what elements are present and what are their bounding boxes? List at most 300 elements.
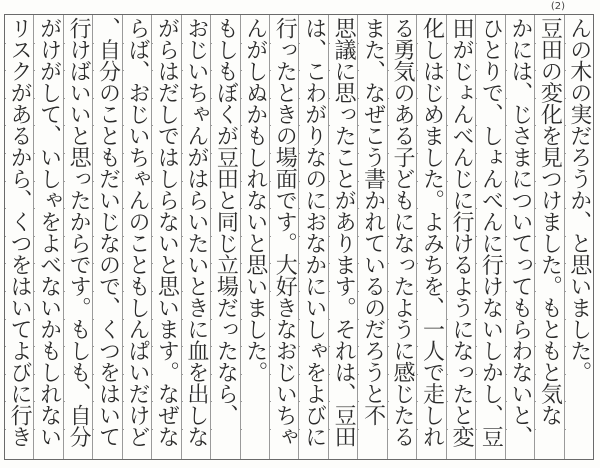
column-text: おじいちゃんがはらいたいときに血を出しな [183, 17, 209, 447]
grid-tick [328, 401, 330, 402]
grid-tick [446, 346, 448, 347]
grid-tick [416, 401, 418, 402]
grid-tick [505, 263, 507, 264]
grid-tick [181, 429, 183, 430]
grid-tick [181, 346, 183, 347]
grid-tick [63, 319, 65, 320]
grid-tick [505, 153, 507, 154]
grid-tick [416, 153, 418, 154]
page-number: (2) [550, 1, 566, 12]
grid-tick [122, 125, 124, 126]
grid-tick [357, 153, 359, 154]
grid-tick [5, 236, 6, 237]
grid-tick [122, 70, 124, 71]
grid-tick [416, 236, 418, 237]
grid-tick [181, 70, 183, 71]
grid-tick [151, 181, 153, 182]
grid-tick [151, 208, 153, 209]
grid-tick [63, 125, 65, 126]
grid-tick [416, 374, 418, 375]
grid-tick [33, 98, 35, 99]
grid-tick [387, 374, 389, 375]
grid-tick [151, 263, 153, 264]
grid-tick [564, 319, 566, 320]
grid-tick [5, 401, 6, 402]
grid-tick [416, 98, 418, 99]
grid-tick [269, 401, 271, 402]
grid-tick [92, 98, 94, 99]
grid-tick [181, 153, 183, 154]
grid-tick [564, 43, 566, 44]
grid-tick [534, 153, 536, 154]
grid-tick [92, 346, 94, 347]
grid-tick [5, 374, 6, 375]
grid-tick [505, 401, 507, 402]
grid-tick [387, 208, 389, 209]
grid-tick [534, 208, 536, 209]
grid-tick [475, 153, 477, 154]
grid-tick [446, 291, 448, 292]
grid-tick [269, 208, 271, 209]
grid-tick [151, 401, 153, 402]
grid-tick [475, 125, 477, 126]
grid-tick [328, 429, 330, 430]
grid-tick [505, 319, 507, 320]
grid-tick [240, 374, 242, 375]
grid-tick [269, 263, 271, 264]
grid-tick [269, 291, 271, 292]
grid-tick [387, 70, 389, 71]
grid-tick [416, 291, 418, 292]
grid-tick [298, 374, 300, 375]
grid-tick [505, 181, 507, 182]
grid-tick [210, 125, 212, 126]
grid-tick [534, 319, 536, 320]
grid-tick [5, 346, 6, 347]
grid-tick [210, 208, 212, 209]
grid-tick [416, 181, 418, 182]
grid-tick [5, 125, 6, 126]
grid-tick [122, 236, 124, 237]
grid-tick [564, 208, 566, 209]
grid-tick [92, 429, 94, 430]
column-text: がらはだしではしらないと思います。なぜな [154, 17, 180, 447]
grid-tick [298, 319, 300, 320]
grid-tick [298, 346, 300, 347]
grid-tick [298, 125, 300, 126]
grid-tick [328, 70, 330, 71]
grid-tick [63, 401, 65, 402]
grid-tick [357, 70, 359, 71]
column-text: 豆田の変化を見つけました。もともと気な [537, 17, 563, 426]
grid-tick [475, 374, 477, 375]
grid-tick [92, 125, 94, 126]
grid-tick [446, 319, 448, 320]
grid-tick [122, 208, 124, 209]
text-column [446, 15, 475, 459]
text-column [181, 15, 210, 459]
grid-tick [33, 236, 35, 237]
grid-tick [92, 319, 94, 320]
grid-tick [564, 346, 566, 347]
grid-tick [357, 346, 359, 347]
grid-tick [564, 429, 566, 430]
grid-tick [505, 98, 507, 99]
text-column [298, 15, 327, 459]
grid-tick [269, 98, 271, 99]
grid-tick [92, 263, 94, 264]
text-column [505, 15, 534, 459]
grid-tick [387, 236, 389, 237]
grid-tick [328, 153, 330, 154]
grid-tick [181, 236, 183, 237]
grid-tick [63, 153, 65, 154]
grid-tick [181, 374, 183, 375]
column-text: 化しはじめました。よみちを、一人で走しれ [419, 17, 445, 447]
grid-tick [416, 346, 418, 347]
grid-tick [505, 208, 507, 209]
grid-tick [240, 70, 242, 71]
grid-tick [33, 319, 35, 320]
column-text: また、なぜこう書かれているのだろうと不 [360, 17, 386, 426]
grid-tick [151, 346, 153, 347]
grid-tick [5, 181, 6, 182]
grid-tick [534, 98, 536, 99]
grid-tick [210, 236, 212, 237]
grid-tick [5, 208, 6, 209]
grid-tick [328, 263, 330, 264]
grid-tick [564, 181, 566, 182]
grid-tick [475, 429, 477, 430]
grid-tick [298, 291, 300, 292]
grid-tick [357, 374, 359, 375]
grid-tick [446, 153, 448, 154]
grid-tick [505, 125, 507, 126]
grid-tick [151, 98, 153, 99]
grid-tick [33, 429, 35, 430]
grid-tick [328, 319, 330, 320]
text-column [210, 15, 239, 459]
text-column [269, 15, 298, 459]
grid-tick [298, 181, 300, 182]
grid-tick [298, 98, 300, 99]
grid-tick [357, 291, 359, 292]
grid-tick [475, 70, 477, 71]
grid-tick [33, 125, 35, 126]
grid-tick [63, 263, 65, 264]
grid-tick [181, 401, 183, 402]
grid-tick [240, 319, 242, 320]
grid-tick [269, 319, 271, 320]
grid-tick [534, 125, 536, 126]
grid-tick [446, 401, 448, 402]
grid-tick [416, 208, 418, 209]
grid-tick [475, 263, 477, 264]
text-column [92, 15, 121, 459]
grid-tick [387, 346, 389, 347]
text-column [357, 15, 386, 459]
grid-tick [475, 401, 477, 402]
grid-tick [269, 181, 271, 182]
grid-tick [328, 208, 330, 209]
grid-tick [357, 43, 359, 44]
text-column [416, 15, 445, 459]
grid-tick [505, 43, 507, 44]
grid-tick [475, 181, 477, 182]
grid-tick [63, 208, 65, 209]
grid-tick [269, 374, 271, 375]
grid-tick [5, 43, 6, 44]
grid-tick [298, 153, 300, 154]
grid-tick [475, 236, 477, 237]
grid-tick [181, 319, 183, 320]
grid-tick [328, 236, 330, 237]
grid-tick [446, 98, 448, 99]
grid-tick [505, 70, 507, 71]
grid-tick [33, 153, 35, 154]
grid-tick [416, 125, 418, 126]
column-text: は、こわがりなのにおなかにいしゃをよびに [301, 17, 327, 447]
grid-tick [5, 291, 6, 292]
grid-tick [122, 429, 124, 430]
grid-tick [92, 236, 94, 237]
grid-tick [298, 236, 300, 237]
grid-tick [475, 291, 477, 292]
grid-tick [416, 43, 418, 44]
text-columns [5, 15, 593, 459]
grid-tick [387, 263, 389, 264]
grid-tick [33, 374, 35, 375]
grid-tick [387, 153, 389, 154]
grid-tick [298, 263, 300, 264]
grid-tick [564, 125, 566, 126]
text-column [328, 15, 357, 459]
grid-tick [210, 181, 212, 182]
grid-tick [328, 346, 330, 347]
grid-tick [505, 429, 507, 430]
genkou-grid-frame [4, 14, 594, 460]
grid-tick [387, 181, 389, 182]
grid-tick [151, 319, 153, 320]
grid-tick [269, 125, 271, 126]
column-text: 行ったときの場面です。大好きなおじいちゃ [272, 17, 298, 447]
grid-tick [357, 429, 359, 430]
grid-tick [446, 263, 448, 264]
grid-tick [240, 263, 242, 264]
grid-tick [240, 98, 242, 99]
grid-tick [357, 181, 359, 182]
column-text: かには、じさまについてってもらわないと、 [507, 17, 533, 447]
grid-tick [181, 263, 183, 264]
grid-tick [33, 208, 35, 209]
grid-tick [534, 401, 536, 402]
grid-tick [387, 429, 389, 430]
grid-tick [564, 263, 566, 264]
grid-tick [475, 98, 477, 99]
grid-tick [33, 401, 35, 402]
grid-tick [357, 125, 359, 126]
grid-tick [269, 43, 271, 44]
grid-tick [122, 181, 124, 182]
grid-tick [181, 43, 183, 44]
column-text: 思議に思ったことがあります。それは、豆田 [331, 17, 357, 447]
text-column [240, 15, 269, 459]
grid-tick [151, 236, 153, 237]
grid-tick [210, 153, 212, 154]
grid-tick [269, 70, 271, 71]
grid-tick [33, 43, 35, 44]
grid-tick [505, 291, 507, 292]
grid-tick [298, 208, 300, 209]
grid-tick [210, 98, 212, 99]
grid-tick [357, 98, 359, 99]
grid-tick [298, 43, 300, 44]
grid-tick [534, 236, 536, 237]
grid-tick [328, 43, 330, 44]
grid-tick [92, 43, 94, 44]
grid-tick [122, 43, 124, 44]
grid-tick [92, 291, 94, 292]
grid-tick [151, 43, 153, 44]
grid-tick [446, 236, 448, 237]
column-text: ひとりで、しょんべんに行けないしかし、豆 [478, 17, 504, 447]
grid-tick [181, 208, 183, 209]
grid-tick [475, 208, 477, 209]
grid-tick [269, 153, 271, 154]
grid-tick [63, 43, 65, 44]
grid-tick [210, 429, 212, 430]
grid-tick [475, 319, 477, 320]
grid-tick [387, 291, 389, 292]
grid-tick [269, 346, 271, 347]
grid-tick [416, 319, 418, 320]
grid-tick [240, 43, 242, 44]
grid-tick [534, 181, 536, 182]
grid-tick [33, 263, 35, 264]
grid-tick [240, 401, 242, 402]
column-text: んの木の実だろうか、と思いました。 [566, 17, 592, 383]
grid-tick [240, 429, 242, 430]
grid-tick [181, 291, 183, 292]
grid-tick [564, 401, 566, 402]
grid-tick [298, 70, 300, 71]
column-text: 、自分のこともだいじなので、くつをはいて [95, 17, 121, 447]
column-text: んがしぬかもしれないと思いました。 [242, 17, 268, 383]
grid-tick [122, 291, 124, 292]
grid-tick [446, 125, 448, 126]
grid-tick [92, 181, 94, 182]
grid-tick [63, 429, 65, 430]
grid-tick [328, 374, 330, 375]
grid-tick [240, 346, 242, 347]
grid-tick [298, 429, 300, 430]
grid-tick [357, 236, 359, 237]
text-column [122, 15, 151, 459]
grid-tick [446, 70, 448, 71]
grid-tick [564, 153, 566, 154]
grid-tick [210, 70, 212, 71]
grid-tick [240, 125, 242, 126]
grid-tick [475, 43, 477, 44]
grid-tick [210, 374, 212, 375]
grid-tick [33, 181, 35, 182]
grid-tick [387, 125, 389, 126]
grid-tick [33, 291, 35, 292]
grid-tick [534, 263, 536, 264]
grid-tick [505, 236, 507, 237]
grid-tick [151, 70, 153, 71]
grid-tick [475, 346, 477, 347]
grid-tick [564, 98, 566, 99]
column-text: もしもぼくが豆田と同じ立場だったなら、 [213, 17, 239, 426]
grid-tick [328, 125, 330, 126]
grid-tick [416, 70, 418, 71]
grid-tick [5, 429, 6, 430]
grid-tick [298, 401, 300, 402]
grid-tick [328, 181, 330, 182]
grid-tick [357, 208, 359, 209]
grid-tick [181, 181, 183, 182]
grid-tick [328, 291, 330, 292]
grid-tick [92, 374, 94, 375]
grid-tick [387, 43, 389, 44]
grid-tick [63, 291, 65, 292]
grid-tick [63, 374, 65, 375]
grid-tick [387, 401, 389, 402]
grid-tick [534, 374, 536, 375]
grid-tick [210, 291, 212, 292]
grid-tick [151, 429, 153, 430]
grid-tick [5, 263, 6, 264]
grid-tick [387, 98, 389, 99]
grid-tick [269, 429, 271, 430]
grid-tick [151, 374, 153, 375]
grid-tick [446, 181, 448, 182]
grid-tick [505, 374, 507, 375]
grid-tick [357, 263, 359, 264]
grid-tick [446, 208, 448, 209]
grid-tick [33, 70, 35, 71]
grid-tick [564, 374, 566, 375]
text-column [534, 15, 563, 459]
grid-tick [534, 346, 536, 347]
grid-tick [122, 401, 124, 402]
grid-tick [240, 153, 242, 154]
grid-tick [63, 181, 65, 182]
grid-tick [63, 98, 65, 99]
grid-tick [534, 43, 536, 44]
grid-tick [210, 401, 212, 402]
grid-tick [505, 346, 507, 347]
column-text: 行けばいいと思ったからです。もしも、自分 [66, 17, 92, 447]
grid-tick [5, 70, 6, 71]
grid-tick [122, 319, 124, 320]
grid-tick [92, 153, 94, 154]
grid-tick [210, 263, 212, 264]
grid-tick [181, 125, 183, 126]
grid-tick [534, 429, 536, 430]
grid-tick [357, 319, 359, 320]
grid-tick [63, 236, 65, 237]
grid-tick [63, 70, 65, 71]
grid-tick [92, 208, 94, 209]
text-column [63, 15, 92, 459]
grid-tick [534, 70, 536, 71]
text-column [33, 15, 62, 459]
grid-tick [210, 346, 212, 347]
grid-tick [240, 291, 242, 292]
text-column [564, 15, 593, 459]
